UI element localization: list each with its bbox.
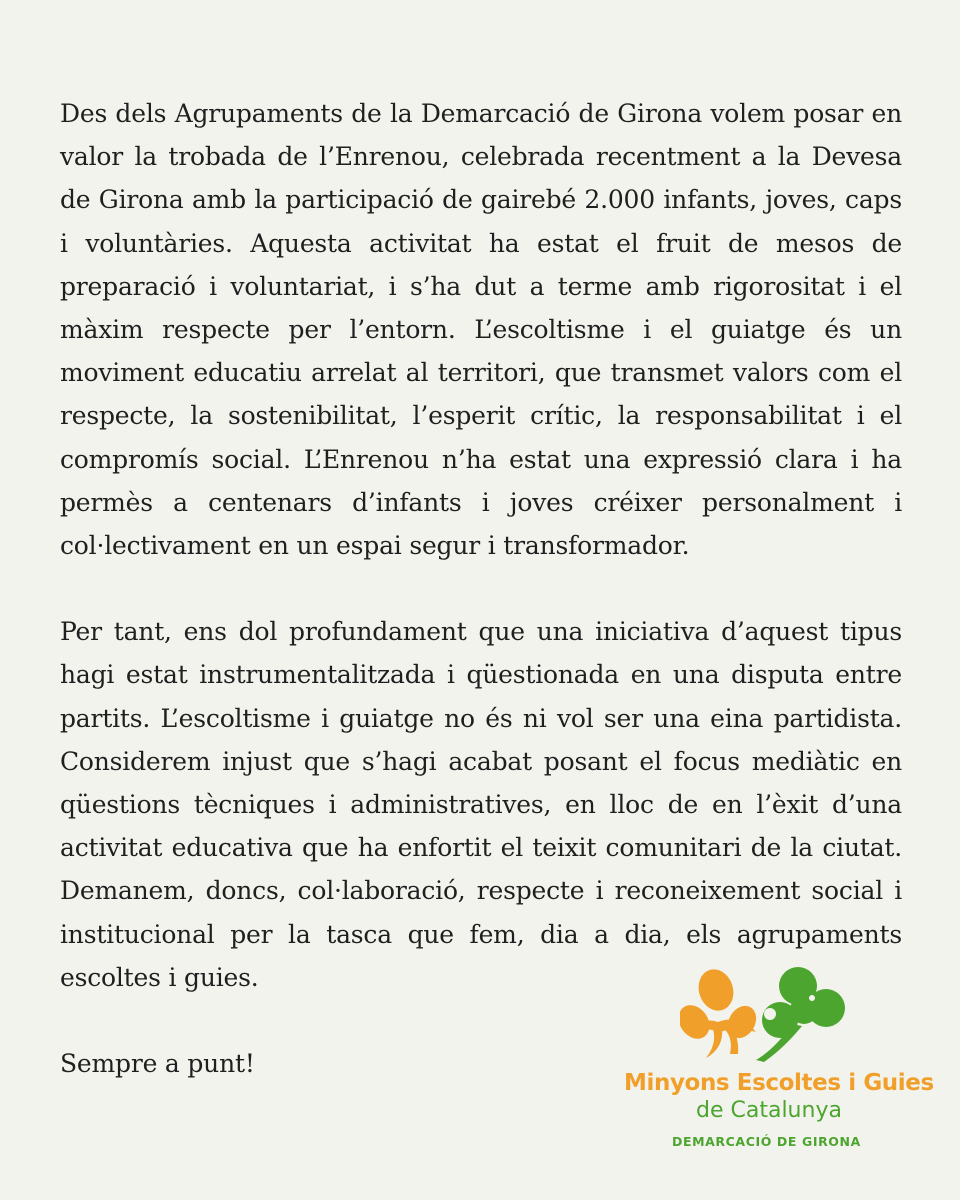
closing-motto: Sempre a punt! [60,1049,255,1079]
logo-name-line1: Minyons Escoltes i Guies [624,1070,934,1096]
letter-body [60,92,902,1085]
fleur-de-lis-trefoil-icon [680,962,850,1068]
logo-demarcation-label: DEMARCACIÓ DE GIRONA [672,1134,861,1149]
paragraph-2: Per tant, ens dol profundament que una iniciativa d’aquest tipus hagi estat instrumentalitzada i qüestionada en una disputa entre partits. L’escoltisme i guiatge no és ni vol ser una eina partidista. Considerem injust que s’hagi acabat posant el focus mediàtic en qüestions tècniques i administratives, en lloc de en l’èxit d’una activitat educativa que ha enfortit el teixit comunitari de la ciutat. Demanem, doncs, col·laboració, respecte i reconeixement social i institucional per la tasca que fem, dia a dia, els agrupaments escoltes i guies. [60,617,902,992]
organization-logo [600,962,934,1162]
paragraph-1: Des dels Agrupaments de la Demarcació de Girona volem posar en valor la trobada de l’Enrenou, celebrada recentment a la Devesa de Girona amb la participació de gairebé 2.000 infants, joves, caps i voluntàries. Aquesta activitat ha estat el fruit de mesos de preparació i voluntariat, i s’ha dut a terme amb rigorositat i el màxim respecte per l’entorn. L’escoltisme i el guiatge és un moviment educatiu arrelat al territori, que transmet valors com el respecte, la sostenibilitat, l’esperit crític, la responsabilitat i el compromís social. L’Enrenou n’ha estat una expressió clara i ha permès a centenars d’infants i joves créixer personalment i col·lectivament en un espai segur i transformador. [60,99,902,561]
logo-name-line2: de Catalunya [696,1098,842,1123]
